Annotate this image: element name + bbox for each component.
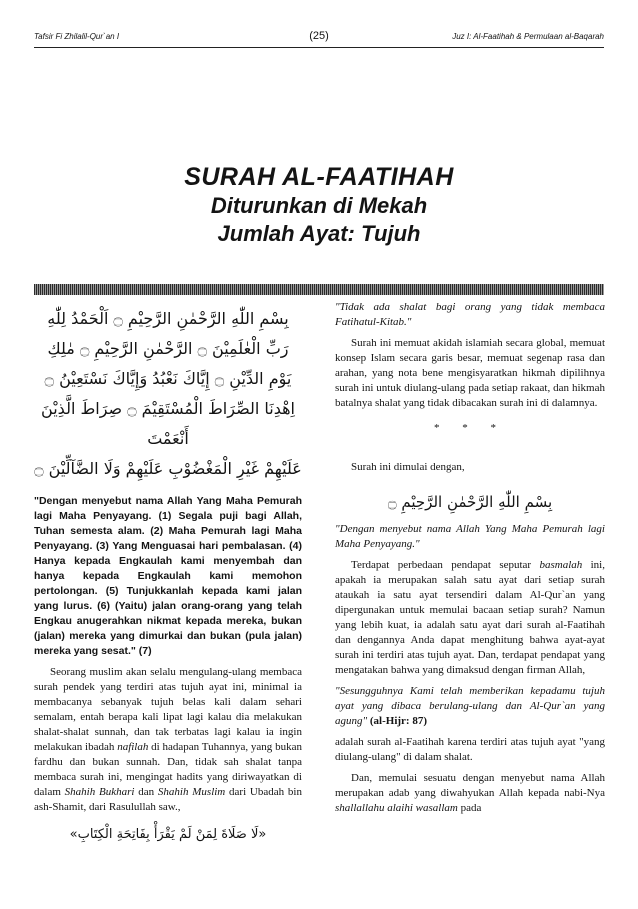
- paragraph-basmalah-debate: Terdapat perbedaan pendapat seputar basmalah ini, apakah ia merupakan salah satu ayat dari setiap surah ataukah ia satu ayat tersendiri dalam Al-Qur`an yang dipergunakan untuk memulai bacaan setiap surah? Namun yang lebih kuat, ia adalah satu ayat dari surah al-Faatihah dan dengannya Anda dapat menghitung bahwa ayat-ayat surah ini terdiri atas tujuh ayat. Dan, terdapat pendapat yang mengatakan bahwa yang dimaksud dengan firman Allah,: [335, 559, 605, 676]
- paragraph-surah-begins: Surah ini dimulai dengan,: [351, 461, 465, 473]
- hadith-translation: "Tidak ada shalat bagi orang yang tidak membaca Fatihatul-Kitab.": [335, 301, 605, 328]
- section-separator: * * *: [434, 422, 506, 434]
- left-column: [34, 300, 302, 842]
- basmala-arabic: بِسْمِ اللّٰهِ الرَّحْمٰنِ الرَّحِيْمِ ۝: [387, 493, 553, 511]
- paragraph-seven-verses: adalah surah al-Faatihah karena terdiri atas tujuh ayat "yang diulang-ulang" di dalam shalat.: [335, 736, 605, 763]
- arabic-verses: [34, 304, 302, 484]
- right-column: [335, 300, 605, 822]
- running-header: [34, 30, 604, 46]
- paragraph-muslim-recitation: Seorang muslim akan selalu mengulang-ulang membaca surah pendek yang terdiri atas tujuh ayat ini, minimal ia membacanya sebanyak tujuh belas kali dalam sehari semalam, entah berapa kali lipat lagi kalau dia melakukan shalat-shalat sunnah, dan tak terbatas lagi kalau ia ingin melakukan ibadah nafilah di hadapan Tuhannya, yang bukan fardhu dan bukan sunnah. Dan, tidak sah shalat tanpa membaca surah ini, mengingat hadits yang diriwayatkan di dalam Shahih Bukhari dan Shahih Muslim dari Ubadah bin ash-Shamit, dari Rasulullah saw.,: [34, 666, 302, 813]
- decorative-band: [34, 284, 604, 295]
- basmala-translation: "Dengan menyebut nama Allah Yang Maha Pemurah lagi Maha Penyayang.": [335, 523, 605, 550]
- arabic-line: بِسْمِ اللّٰهِ الرَّحْمٰنِ الرَّحِيْمِ ۝ اَلْحَمْدُ لِلّٰهِ: [47, 309, 289, 328]
- revelation-place: Diturunkan di Mekah: [210, 193, 428, 218]
- header-book-title: Tafsir Fi Zhilalil-Qur`an I: [34, 32, 120, 41]
- paragraph-surah-content: Surah ini memuat akidah islamiah secara global, memuat konsep Islam secara garis besar, memuat segenap rasa dan arahan, yang nota bene mengisyaratkan hikmah dipilihnya surah ini untuk diulang-ulang pada setiap rakaat, dan hikmah batalnya shalat yang tidak dibacakan surah ini di dalamnya.: [335, 337, 605, 409]
- hadith-arabic: «لَا صَلَاةَ لِمَنْ لَمْ يَقْرَأْ بِفَاتِحَةِ الْكِتَابِ»: [69, 827, 267, 842]
- page-number: (25): [309, 30, 329, 42]
- header-rule: [34, 47, 604, 48]
- verse-count: Jumlah Ayat: Tujuh: [217, 221, 421, 246]
- quran-quote: "Sesungguhnya Kami telah memberikan kepadamu tujuh ayat yang dibaca berulang-ulang dan Al-Qur`an yang agung" (al-Hijr: 87): [335, 685, 605, 727]
- header-chapter: Juz I: Al-Faatihah & Permulaan al-Baqarah: [452, 32, 604, 41]
- surah-title: SURAH AL-FAATIHAH: [184, 163, 454, 191]
- surah-translation: "Dengan menyebut nama Allah Yang Maha Pemurah lagi Maha Penyayang. (1) Segala puji bagi Allah, Tuhan semesta alam. (2) Maha Pemurah lagi Maha Penyayang. (3) Yang Menguasai hari pembalasan. (4) Hanya kepada Engkaulah kami menyembah dan hanya kepada Engkaulah kami memohon pertolongan. (5) Tunjukkanlah kepada kami jalan yang lurus. (6) (Yaitu) jalan orang-orang yang telah Engkau anugerahkan nikmat kepada mereka, bukan (jalan) mereka yang dimurkai dan bukan (pula jalan) mereka yang sesat." (7): [34, 495, 302, 657]
- arabic-line: يَوْمِ الدِّيْنِ ۝ إِيَّاكَ نَعْبُدُ وَإِيَّاكَ نَسْتَعِيْنُ ۝: [44, 369, 292, 388]
- arabic-line: عَلَيْهِمْ غَيْرِ الْمَغْضُوْبِ عَلَيْهِمْ وَلَا الضَّآلِّيْنَ ۝: [34, 459, 302, 478]
- arabic-line: رَبِّ الْعٰلَمِيْنَ ۝ الرَّحْمٰنِ الرَّحِيْمِ ۝ مٰلِكِ: [47, 339, 289, 358]
- surah-title-block: [0, 162, 638, 248]
- arabic-line: اِهْدِنَا الصِّرَاطَ الْمُسْتَقِيْمَ ۝ صِرَاطَ الَّذِيْنَ أَنْعَمْتَ: [41, 399, 295, 448]
- paragraph-name-of-allah: Dan, memulai sesuatu dengan menyebut nama Allah merupakan adab yang diwahyukan Allah kepada nabi-Nya shallallahu alaihi wasallam pada: [335, 772, 605, 814]
